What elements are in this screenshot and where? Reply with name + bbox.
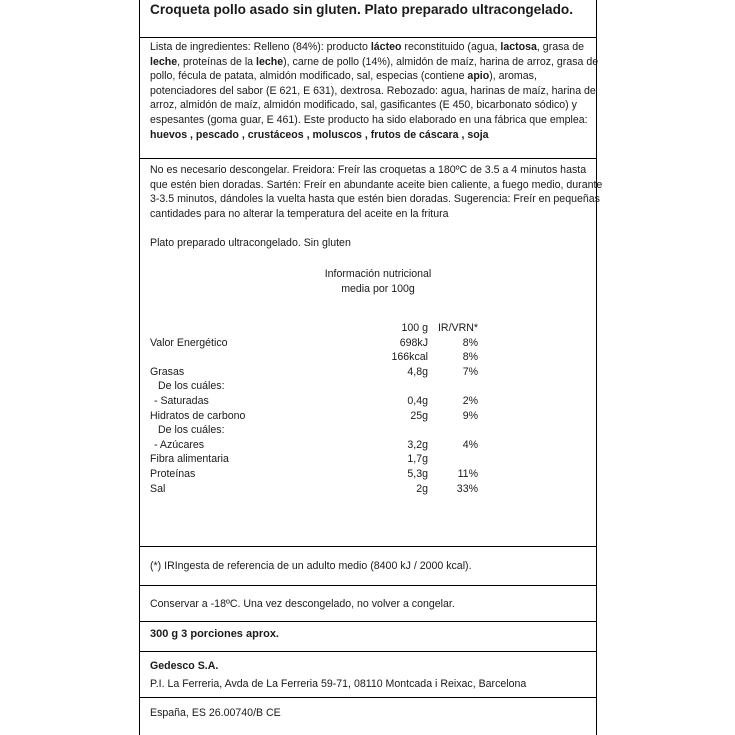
nutrient-label: De los cuáles: — [158, 380, 225, 393]
nutrition-row — [150, 394, 478, 409]
ingredient-text: Lista de ingredientes: Relleno (84%): producto — [150, 41, 371, 53]
allergen-text: huevos , pescado , crustáceos , moluscos , frutos de cáscara , soja — [150, 128, 489, 141]
nutrient-ir — [428, 423, 478, 438]
nutrient-value: 25g — [410, 409, 428, 422]
nutrition-row — [150, 379, 478, 394]
nutrition-table-wrap — [150, 321, 606, 496]
nutrition-row — [150, 350, 478, 365]
nutrition-header-row — [150, 321, 478, 336]
allergen-text: leche — [150, 55, 178, 68]
divider — [140, 697, 596, 698]
company-name: Gedesco S.A. — [150, 660, 219, 672]
nutrition-row — [150, 423, 478, 438]
allergen-text: leche — [256, 55, 284, 68]
allergen-text: lácteo — [370, 41, 402, 53]
divider — [140, 546, 596, 547]
origin-mark: España, ES 26.00740/B CE — [150, 707, 281, 719]
nutrient-ir: 8% — [462, 351, 478, 364]
nutrient-ir — [428, 379, 478, 394]
nutrition-row — [150, 467, 478, 482]
nutrient-ir: 4% — [462, 438, 478, 451]
nutrient-value: 3,2g — [407, 438, 428, 451]
net-quantity: 300 g 3 porciones aprox. — [150, 628, 279, 640]
nutrition-row — [150, 482, 478, 497]
allergen-text: apio — [467, 70, 490, 83]
nutrition-row — [150, 438, 478, 453]
nutrient-value: 2g — [416, 482, 428, 495]
nutrient-label: De los cuáles: — [158, 424, 225, 437]
ingredient-text: , proteínas de la — [177, 55, 257, 68]
nutrition-row — [150, 409, 478, 424]
divider — [140, 651, 596, 652]
product-title: Croqueta pollo asado sin gluten. Plato preparado ultracongelado. — [150, 2, 573, 17]
ingredient-text: ), aromas, potenciadores del sabor (E 621, E 631), dextrosa. Rebozado: agua, harinas de maíz, harina de arroz, almidón de maíz, almidón modificado, sal, gasificantes (E 450, bicarbonato sódico) y espesantes (goma guar, E 461). Este producto ha sido elaborado en una fábrica que emplea: — [150, 70, 596, 126]
storage-instructions: Conservar a -18ºC. Una vez descongelado, no volver a congelar. — [150, 598, 455, 610]
nutrient-label: Valor Energético — [150, 336, 228, 349]
nutrient-ir — [428, 452, 478, 467]
nutrient-label: Hidratos de carbono — [150, 409, 246, 422]
preparation-instructions: No es necesario descongelar. Freidora: Freír las croquetas a 180ºC de 3.5 a 4 minutos hasta que estén bien doradas. Sartén: Freír en abundante aceite bien caliente, a fuego medio, durante 3-3.5 minutos, dándoles la vuelta hasta que estén bien doradas. Sugerencia: Freír en pequeñas cantidades para no alterar la temperatura del aceite en la fritura — [150, 164, 603, 220]
ingredient-text: ), carne de pollo (14%), almidón de maíz, harina de arroz, grasa de pollo, fécula de patata, almidón modificado, sal, especias (contiene — [150, 55, 599, 83]
nutrient-value: 0,4g — [407, 394, 428, 407]
nutrient-value — [382, 379, 428, 394]
nutrient-label: - Saturadas — [154, 394, 209, 407]
nutrient-ir: 11% — [457, 467, 478, 480]
nutrient-ir: 8% — [462, 336, 478, 349]
nutrient-label: Proteínas — [150, 467, 196, 480]
nutrient-label — [150, 350, 382, 365]
divider — [140, 621, 596, 622]
divider — [140, 585, 596, 586]
col-header-ir: IR/VRN* — [437, 322, 478, 334]
nutrient-value — [382, 423, 428, 438]
nutrition-heading — [118, 267, 638, 296]
nutrient-value: 5,3g — [407, 467, 428, 480]
nutrient-value: 698kJ — [399, 336, 428, 349]
nutrient-value: 166kcal — [391, 351, 428, 364]
product-tags: Plato preparado ultracongelado. Sin gluten — [150, 237, 351, 249]
nutrient-ir: 2% — [462, 394, 478, 407]
nutrient-label: - Azúcares — [154, 438, 205, 451]
nutrient-ir: 33% — [456, 482, 478, 495]
nutrient-value: 4,8g — [407, 365, 428, 378]
divider — [140, 37, 596, 38]
nutrient-value: 1,7g — [407, 453, 428, 466]
allergen-text: lactosa — [500, 41, 537, 53]
company-info — [140, 659, 616, 691]
nutrition-heading-line2: media por 100g — [341, 282, 415, 295]
nutrient-label: Sal — [150, 482, 166, 495]
col-header-100g: 100 g — [401, 322, 428, 334]
divider — [140, 158, 596, 159]
nutrition-row — [150, 365, 478, 380]
ingredient-text: reconstituido (agua, — [401, 41, 501, 53]
nutrient-ir: 7% — [462, 365, 478, 378]
nutrient-label: Fibra alimentaria — [150, 453, 229, 466]
company-address: P.I. La Ferreria, Avda de La Ferreria 59-71, 08110 Montcada i Reixac, Barcelona — [150, 677, 527, 690]
product-label — [139, 0, 603, 735]
ingredient-text: , grasa de — [536, 41, 585, 53]
ingredients-list — [140, 40, 616, 142]
nutrient-ir: 9% — [462, 409, 478, 422]
nutrition-row — [150, 336, 478, 351]
nutrition-heading-line1: Información nutricional — [324, 268, 432, 280]
nutrition-table — [150, 321, 478, 496]
nutrition-row — [150, 452, 478, 467]
nutrition-footnote: (*) IRIngesta de referencia de un adulto medio (8400 kJ / 2000 kcal). — [150, 560, 472, 572]
nutrient-label: Grasas — [150, 365, 185, 378]
